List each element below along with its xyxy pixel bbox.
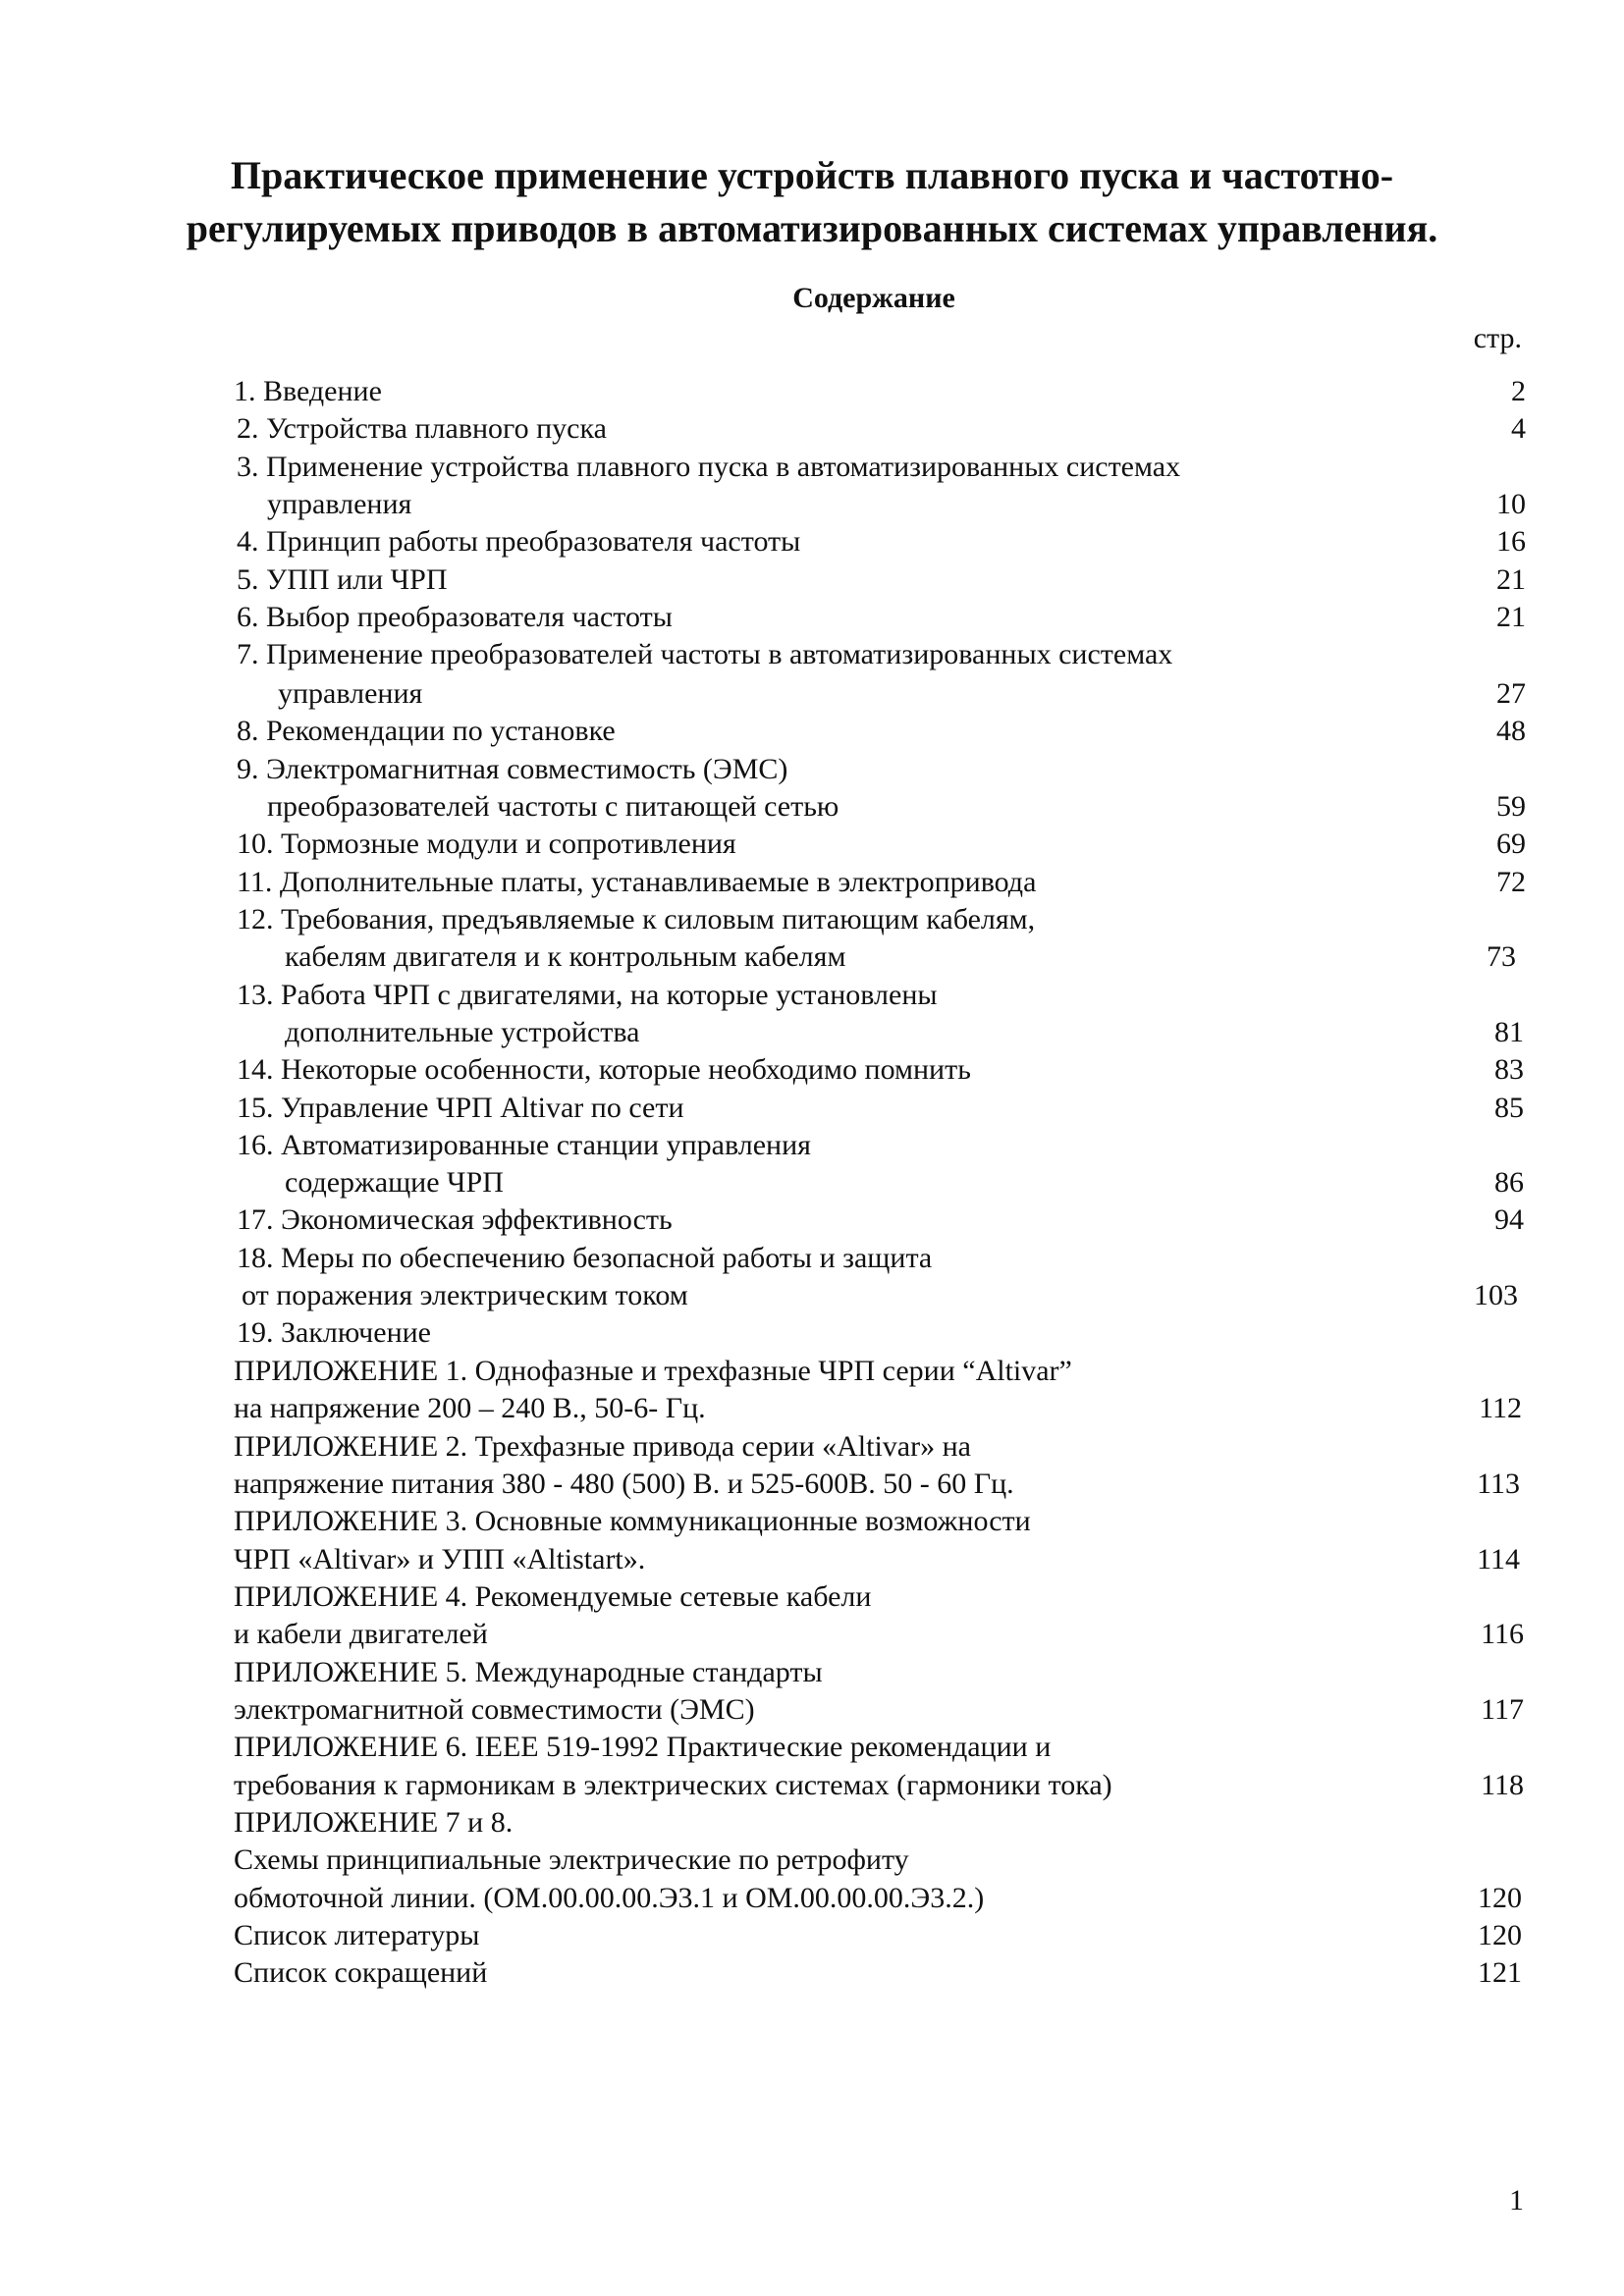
toc-entry-page: 112 (1479, 1392, 1522, 1424)
toc-entry (0, 1880, 1624, 1917)
toc-entry-text: требования к гармоникам в электрических системах (гармоники тока) (234, 1769, 1112, 1801)
toc-entry-page: 116 (1481, 1618, 1524, 1650)
toc-entry-text: 13. Работа ЧРП с двигателями, на которые установлены (237, 979, 938, 1011)
toc-entry (0, 1541, 1624, 1578)
toc-entry-text: обмоточной линии. (ОМ.00.00.00.Э3.1 и ОМ.00.00.00.Э3.2.) (234, 1882, 985, 1914)
toc-entry-page: 21 (1496, 563, 1526, 596)
toc-entry-text: 6. Выбор преобразователя частоты (237, 601, 673, 633)
toc-entry-text: ПРИЛОЖЕНИЕ 4. Рекомендуемые сетевые кабели (234, 1580, 872, 1613)
toc-entry-text: ПРИЛОЖЕНИЕ 7 и 8. (234, 1806, 514, 1839)
toc-entry (0, 713, 1624, 750)
toc-entry (0, 1616, 1624, 1653)
toc-entry-text: Список сокращений (234, 1956, 488, 1989)
toc-entry-text: ПРИЛОЖЕНИЕ 1. Однофазные и трехфазные ЧРП серии “Altivar” (234, 1355, 1072, 1387)
toc-entry-page: 121 (1478, 1956, 1522, 1989)
toc-entry-page: 16 (1496, 525, 1526, 558)
toc-entry-page: 83 (1494, 1053, 1524, 1086)
toc-entry (0, 1164, 1624, 1201)
toc-entry-text: дополнительные устройства (285, 1016, 640, 1048)
toc-entry (0, 636, 1624, 673)
toc-entry-text: 17. Экономическая эффективность (237, 1203, 673, 1236)
toc-entry (0, 1503, 1624, 1540)
toc-entry-text: 1. Введение (234, 375, 382, 407)
toc-entry-page: 4 (1511, 412, 1526, 445)
toc-entry (0, 1842, 1624, 1879)
toc-entry-page: 120 (1478, 1882, 1522, 1914)
toc-entry-text: от поражения электрическим током (242, 1279, 688, 1311)
toc-entry-text: 8. Рекомендации по установке (237, 715, 616, 747)
toc-entry-text: преобразователей частоты с питающей сетью (267, 790, 839, 823)
toc-entry-page: 59 (1496, 790, 1526, 823)
toc-entry (0, 1314, 1624, 1352)
toc-entry (0, 1353, 1624, 1390)
toc-entry-page: 118 (1481, 1769, 1524, 1801)
toc-entry-page: 48 (1496, 715, 1526, 747)
toc-entry-text: 15. Управление ЧРП Altivar по сети (237, 1092, 684, 1124)
toc-entry (0, 1201, 1624, 1239)
toc-entry-page: 120 (1478, 1919, 1522, 1951)
toc-entry-text: 10. Тормозные модули и сопротивления (237, 828, 736, 860)
toc-entry (0, 1390, 1624, 1427)
toc-entry (0, 523, 1624, 561)
toc-entry-page: 2 (1511, 375, 1526, 407)
toc-entry (0, 1014, 1624, 1051)
toc-entry-text: Схемы принципиальные электрические по ретрофиту (234, 1843, 909, 1876)
toc-entry (0, 826, 1624, 863)
toc-entry-text: ПРИЛОЖЕНИЕ 3. Основные коммуникационные возможности (234, 1505, 1031, 1537)
toc-entry-page: 117 (1481, 1693, 1524, 1726)
toc-entry-page: 81 (1494, 1016, 1524, 1048)
toc-entry-text: 2. Устройства плавного пуска (237, 412, 607, 445)
toc-entry (0, 977, 1624, 1014)
toc-entry-page: 27 (1496, 677, 1526, 710)
toc-entry (0, 1917, 1624, 1954)
toc-entry (0, 788, 1624, 826)
toc-entry (0, 1729, 1624, 1766)
toc-entry-text: 16. Автоматизированные станции управления (237, 1129, 811, 1161)
toc-entry-text: 14. Некоторые особенности, которые необходимо помнить (237, 1053, 971, 1086)
toc-entry-text: управления (278, 677, 423, 710)
toc-entry (0, 901, 1624, 938)
toc-entry (0, 938, 1624, 976)
toc-entry-text: и кабели двигателей (234, 1618, 488, 1650)
toc-entry-text: 9. Электромагнитная совместимость (ЭМС) (237, 753, 788, 785)
toc-heading: Содержание (792, 282, 955, 314)
toc-entry-text: 18. Меры по обеспечению безопасной работы и защита (237, 1242, 933, 1274)
toc-entry-text: содержащие ЧРП (285, 1166, 504, 1199)
toc-entry-page: 69 (1496, 828, 1526, 860)
toc-entry (0, 1654, 1624, 1691)
toc-entry-text: напряжение питания 380 - 480 (500) В. и 525-600В. 50 - 60 Гц. (234, 1468, 1014, 1500)
toc-entry-page: 73 (1487, 940, 1516, 973)
toc-entry (0, 751, 1624, 788)
toc-entry-text: ЧРП «Altivar» и УПП «Altistart». (234, 1543, 646, 1575)
toc-entry-text: Список литературы (234, 1919, 480, 1951)
toc-entry-page: 103 (1474, 1279, 1518, 1311)
toc-entry (0, 410, 1624, 448)
toc-entry (0, 1277, 1624, 1314)
toc-entry (0, 1804, 1624, 1842)
toc-entry (0, 373, 1624, 410)
toc-entry-text: 4. Принцип работы преобразователя частоты (237, 525, 801, 558)
toc-entry (0, 449, 1624, 486)
toc-entry (0, 599, 1624, 636)
toc-entry-text: 19. Заключение (237, 1316, 431, 1349)
toc-entry-text: 5. УПП или ЧРП (237, 563, 448, 596)
toc-entry (0, 1127, 1624, 1164)
toc-entry-text: ПРИЛОЖЕНИЕ 5. Международные стандарты (234, 1656, 823, 1688)
toc-entry (0, 1466, 1624, 1503)
toc-entry (0, 1767, 1624, 1804)
toc-entry-page: 85 (1494, 1092, 1524, 1124)
page-column-label: стр. (1473, 322, 1522, 354)
toc-entry (0, 1090, 1624, 1127)
toc-entry (0, 864, 1624, 901)
toc-entry-text: электромагнитной совместимости (ЭМС) (234, 1693, 755, 1726)
page-number: 1 (1509, 2184, 1524, 2216)
toc-entry-text: на напряжение 200 – 240 В., 50-6- Гц. (234, 1392, 706, 1424)
toc-entry-page: 113 (1477, 1468, 1520, 1500)
toc-entry (0, 1691, 1624, 1729)
toc-entry-text: 12. Требования, предъявляемые к силовым питающим кабелям, (237, 903, 1036, 935)
toc-entry (0, 1051, 1624, 1089)
toc-entry (0, 561, 1624, 599)
toc-entry-text: 11. Дополнительные платы, устанавливаемые в электропривода (237, 866, 1037, 898)
toc-entry-text: кабелям двигателя и к контрольным кабелям (285, 940, 846, 973)
toc-entry (0, 1578, 1624, 1616)
toc-entry-text: ПРИЛОЖЕНИЕ 6. IEEE 519-1992 Практические рекомендации и (234, 1731, 1052, 1763)
document-title: Практическое применение устройств плавного пуска и частотно-регулируемых приводов в автоматизированных системах управления. (186, 153, 1438, 250)
toc-entry-page: 21 (1496, 601, 1526, 633)
toc-entry (0, 675, 1624, 713)
toc-entry-page: 86 (1494, 1166, 1524, 1199)
toc-entry-page: 72 (1496, 866, 1526, 898)
toc-entry (0, 486, 1624, 523)
toc-entry-page: 94 (1494, 1203, 1524, 1236)
toc-entry-text: 3. Применение устройства плавного пуска в автоматизированных системах (237, 451, 1181, 483)
toc-entry-text: управления (267, 488, 412, 520)
toc-entry-page: 114 (1477, 1543, 1520, 1575)
toc-entry (0, 1954, 1624, 1992)
toc-entry (0, 1428, 1624, 1466)
toc-entry-text: ПРИЛОЖЕНИЕ 2. Трехфазные привода серии «Altivar» на (234, 1430, 971, 1463)
toc-entry-text: 7. Применение преобразователей частоты в автоматизированных системах (237, 638, 1173, 670)
toc-entry (0, 1240, 1624, 1277)
toc-entry-page: 10 (1496, 488, 1526, 520)
